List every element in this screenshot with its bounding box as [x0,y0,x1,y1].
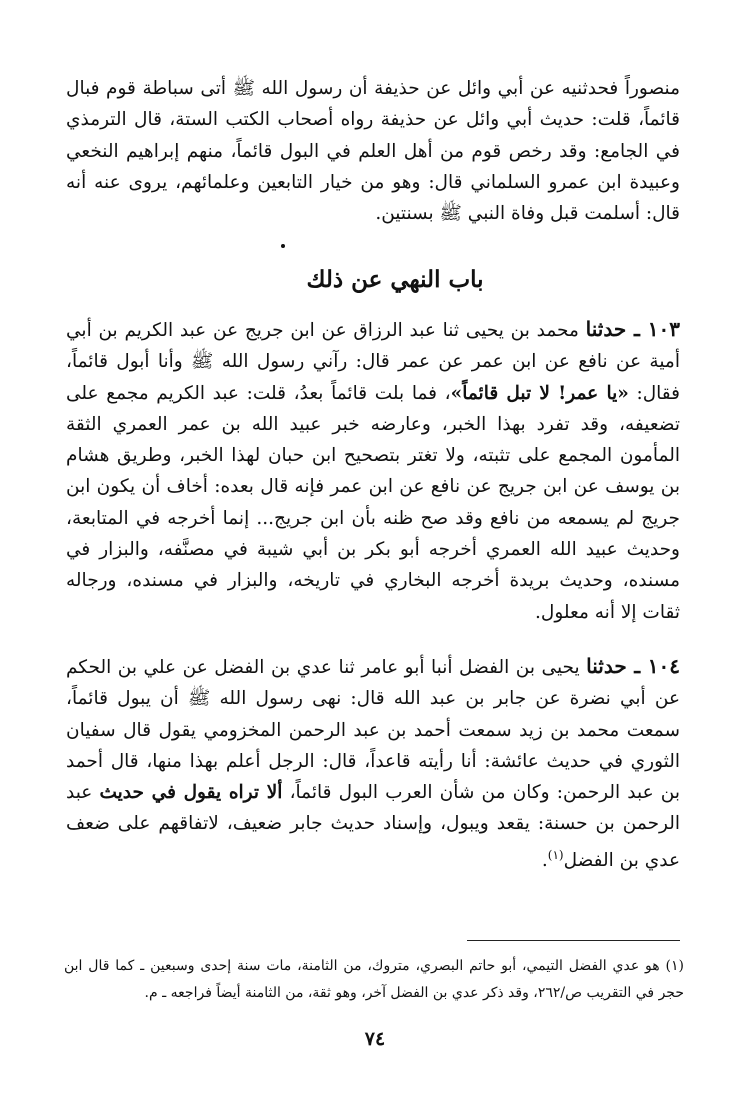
paragraph-top: منصوراً فحدثنيه عن أبي وائل عن حذيفة أن رسول الله ﷺ أتى سباطة قوم فبال قائماً، قلت: حديث أبي وائل عن حذيفة رواه أصحاب الكتب الستة، قال الترمذي في الجامع: وقد رخص قوم من أهل العلم في البول قائماً، منهم إبراهيم النخعي وعبيدة ابن عمرو السلماني قال: وهو من خيار التابعين وعلمائهم، يروى عنه أنه قال: أسلمت قبل وفاة النبي ﷺ بسنتين. [66,78,680,225]
hadith-103-quote: «يا عمر! لا تبل قائماً» [450,382,629,404]
hadith-103-text-1: محمد بن يحيى ثنا عبد الرزاق عن ابن جريج عن عبد الكريم بن أبي أمية عن نافع عن ابن عمر عن عمر قال: رآني رسول الله ﷺ وأنا أبول قائماً، فقال: [66,320,680,404]
page-number: ٧٤ [364,1028,386,1050]
stray-dot [281,244,285,248]
footnote: (١) هو عدي الفضل التيمي، أبو حاتم البصري، متروك، من الثامنة، مات سنة إحدى وسبعين ـ كما قال ابن حجر في التقريب ص/٢٦٢، وقد ذكر عدي بن الفضل آخر، وهو ثقة، من الثامنة أيضاً فراجعه ـ م. [64,958,684,1001]
hadith-104-text-end: . [541,849,548,871]
footnote-marker: (١) [547,847,564,862]
hadith-104-number: ١٠٤ ـ حدثنا [586,654,680,678]
hadith-104-bold-phrase: ألا تراه يقول في حديث [99,782,283,804]
hadith-104-text-2: عبد الرحمن بن حسنة: يقعد ويبول، وإسناد حديث جابر ضعيف، لاتفاقهم على ضعف عدي بن الفضل [66,782,680,871]
hadith-103-text-2: ، فما بلت قائماً بعدُ، قلت: عبد الكريم مجمع على تضعيفه، وقد تفرد بهذا الخبر، وعارضه خبر عبيد الله بن عمر العمري الثقة المأمون المجمع على تثبته، ولا تغتر بتصحيح ابن حبان لهذا الخبر، وطريق هشام بن يوسف عن ابن جريج عن نافع عن ابن عمر فإنه قال بعده: أخاف أن يكون ابن جريج لم يسمعه من نافع وقد صح ظنه بأن ابن جريج... إنما أخرجه في المتابعة، وحديث عبيد الله العمري أخرجه أبو بكر بن أبي شيبة في مصنَّفه، والبزار في مسنده، وحديث بريدة أخرجه البخاري في تاريخه، والبزار في مسنده، ورجاله ثقات إلا أنه معلول. [66,382,680,623]
section-heading: باب النهي عن ذلك [306,266,484,293]
hadith-104-text-1: يحيى بن الفضل أنبا أبو عامر ثنا عدي بن الفضل عن علي بن الحكم عن أبي نضرة عن جابر بن عبد الله قال: نهى رسول الله ﷺ أن يبول قائماً، سمعت محمد بن زيد سمعت أحمد بن عبد الرحمن المخزومي يقول قال سفيان الثوري في حديث عائشة: أنا رأيته قاعداً، قال: الرجل أعلم بهذا منها، قال أحمد بن عبد الرحمن: وكان من شأن العرب البول قائماً، [66,657,681,804]
hadith-103 [66,314,680,628]
footnote-separator [467,940,680,941]
hadith-104 [66,651,680,876]
hadith-103-number: ١٠٣ ـ حدثنا [585,317,680,341]
